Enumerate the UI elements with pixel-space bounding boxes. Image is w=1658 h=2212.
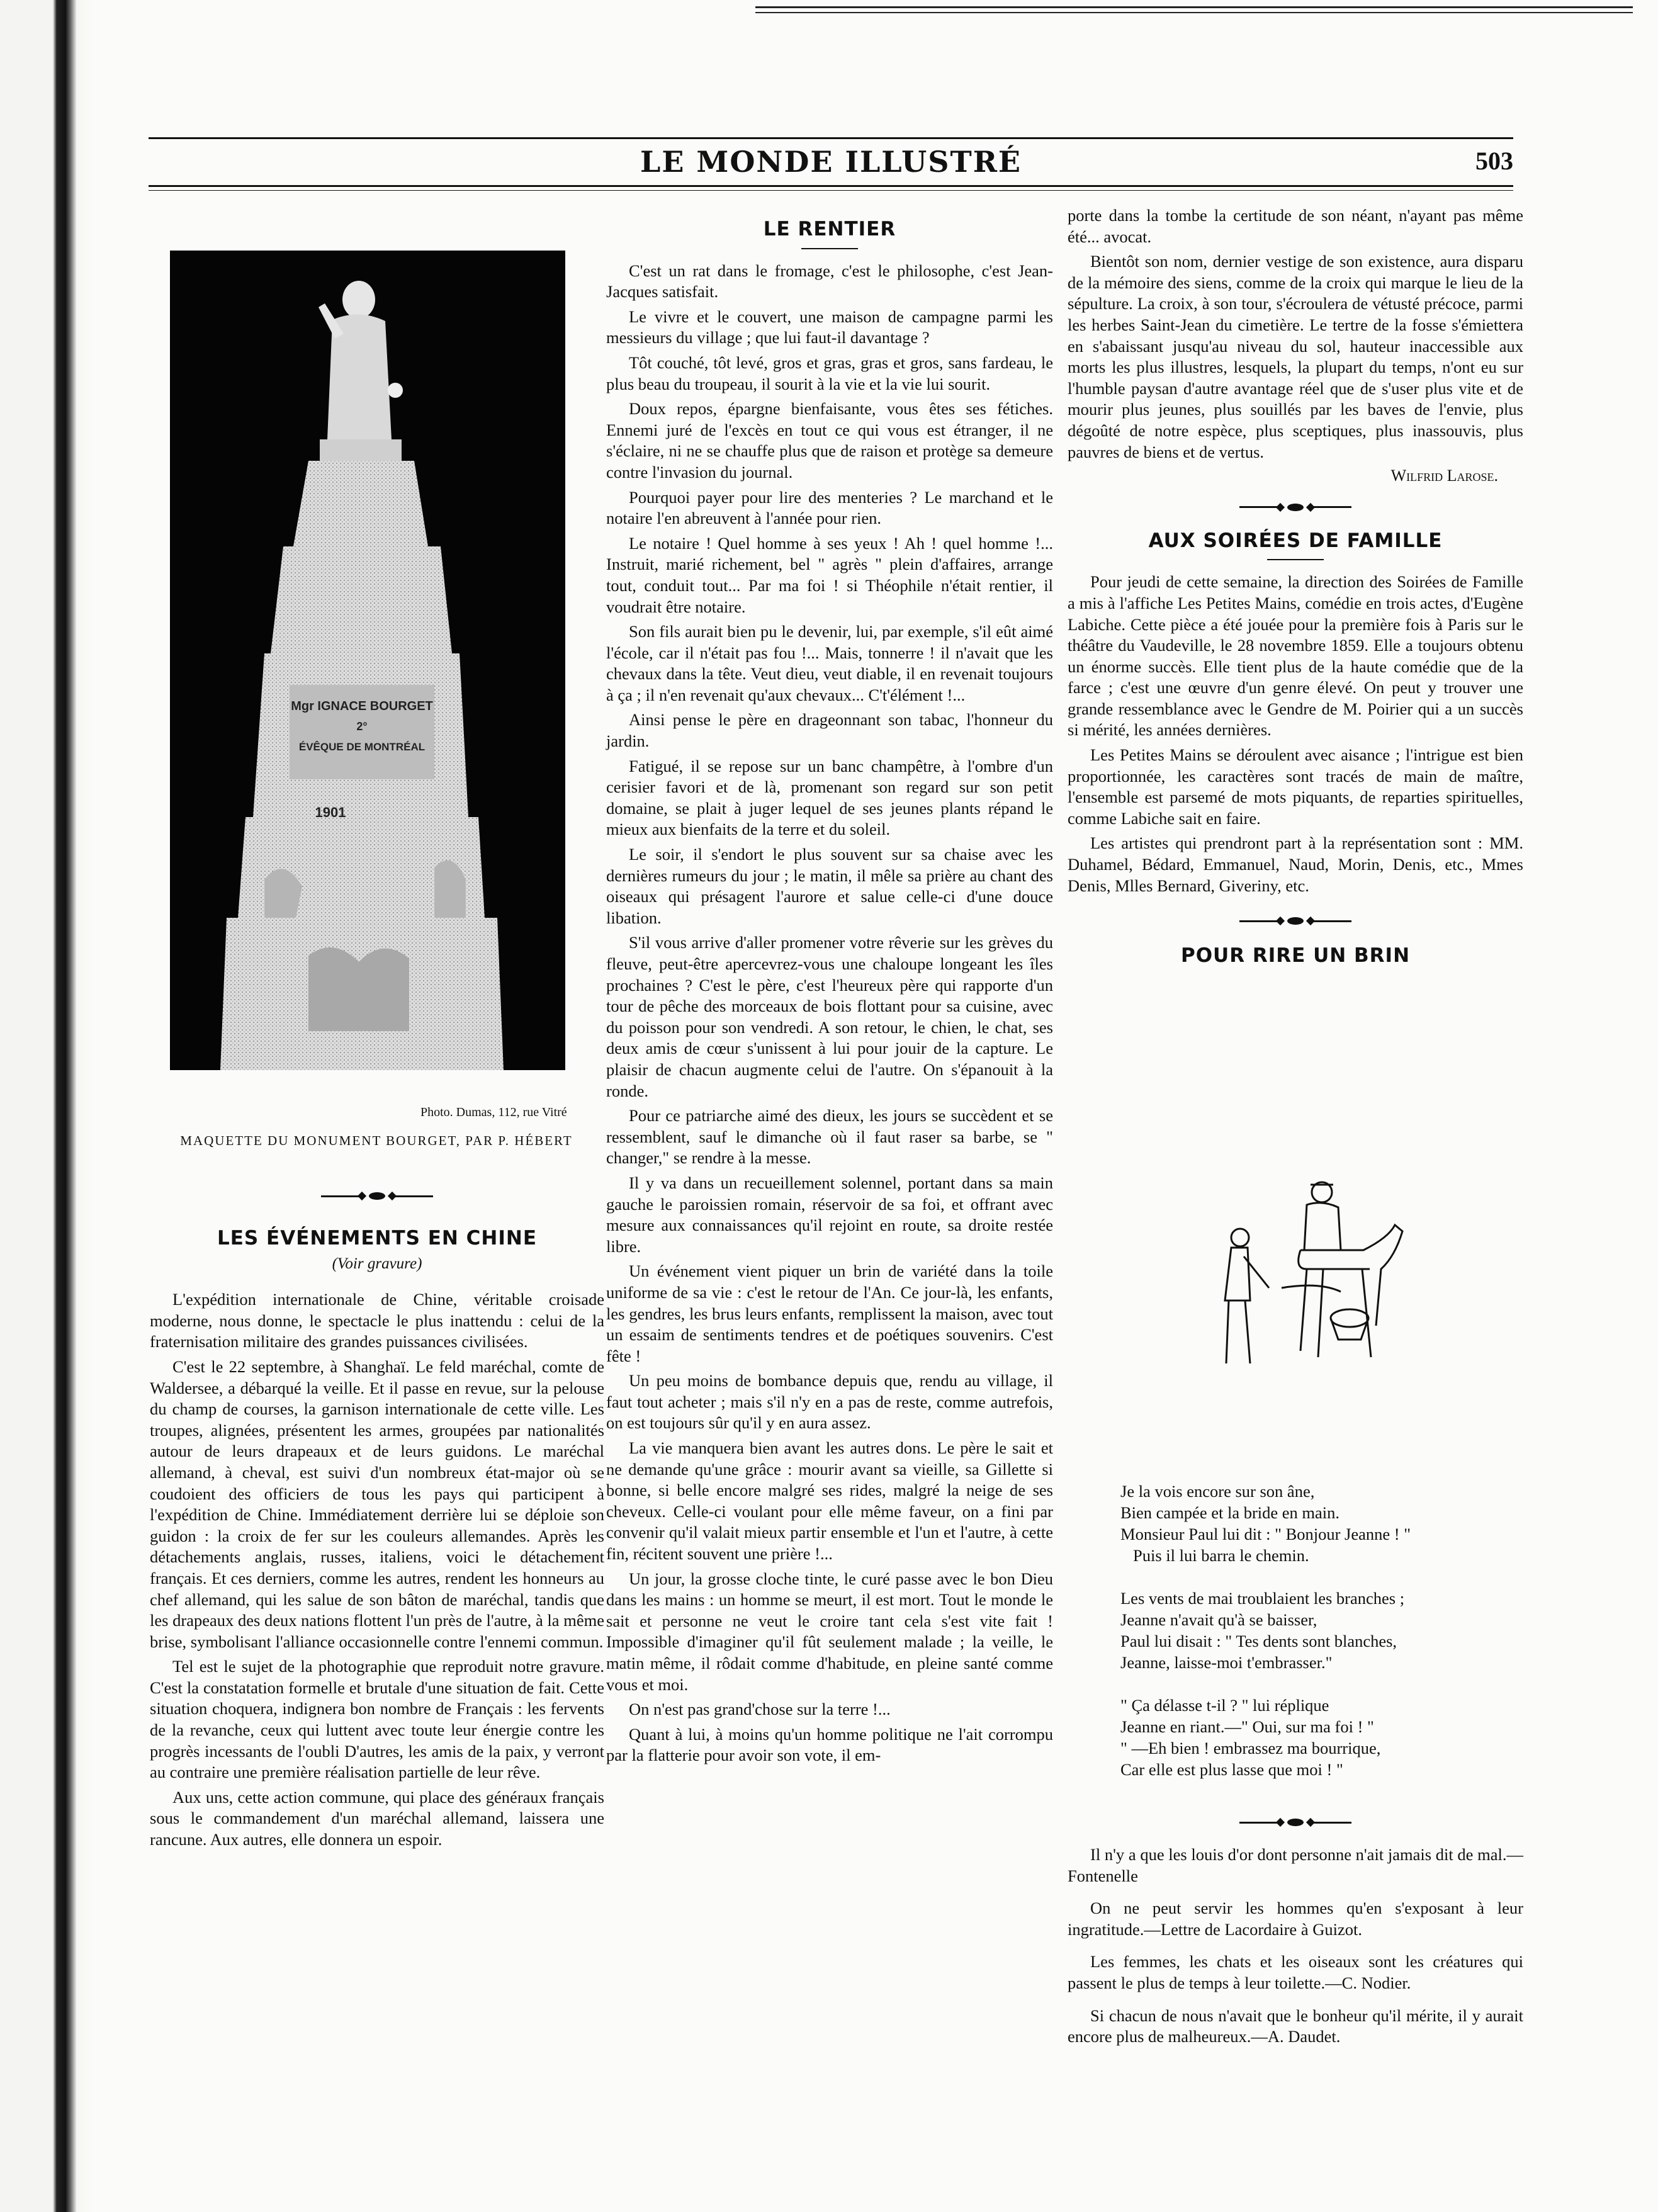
heading-rire: POUR RIRE UN BRIN — [1180, 944, 1411, 968]
poem-line: Jeanne n'avait qu'à se baisser, — [1120, 1610, 1317, 1629]
poem-line: Car elle est plus lasse que moi ! " — [1120, 1760, 1343, 1779]
inscription-title: ÉVÊQUE DE MONTRÉAL — [298, 741, 426, 753]
poem-line: Les vents de mai troublaient les branches ; — [1120, 1589, 1405, 1608]
heading-evenements: LES ÉVÉNEMENTS EN CHINE — [217, 1227, 537, 1250]
paragraph: Doux repos, épargne bienfaisante, vous êtes ses fétiches. Ennemi juré de l'excès en tout ce qui vous est étranger, il ne s'éclaire, ni ne se chauffe plus que de raison et protège sa demeure contre l'invasion du journal. — [606, 399, 1053, 482]
photo-credit: Photo. Dumas, 112, rue Vitré — [420, 1105, 567, 1119]
poem-line: Puis il lui barra le chemin. — [1133, 1546, 1309, 1565]
maxims — [1068, 1813, 1523, 2048]
ornament-divider — [1068, 498, 1523, 517]
monument-photo — [170, 251, 565, 1070]
paragraph: S'il vous arrive d'aller promener votre rêverie sur les grèves du fleuve, peut-être apercevrez-vous une chaloupe longeant les îles prochaines ? C'est le père, c'est l'heureux père qui rapporte d'un tour de pêche des morceaux de bois flottant pour sa cuisine, avec du poisson pour son vendredi. A son retour, le chien, le chat, ses deux amis de cœur s'unissent à lui pour jouir de la capture. Le plaisir de chacun augmente celui de l'autre. On s'épanouit à la ronde. — [606, 933, 1053, 1100]
maxim: Il n'y a que les louis d'or dont personne n'ait jamais dit de mal.—Fontenelle — [1068, 1845, 1523, 1885]
masthead-rule-top — [149, 137, 1513, 139]
paragraph: Pour ce patriarche aimé des dieux, les jours se succèdent et se ressemblent, sauf le dimanche où il faut raser sa barbe, se " changer," se rendre à la messe. — [606, 1106, 1053, 1168]
page-title: LE MONDE ILLUSTRÉ — [640, 145, 1022, 179]
poem-line: " —Eh bien ! embrassez ma bourrique, — [1120, 1739, 1381, 1758]
paragraph: Aux uns, cette action commune, qui place des généraux français sous le commandement d'un maréchal allemand, laissera une rancune. Aux autres, elle donnera un espoir. — [150, 1787, 604, 1849]
paragraph: Ainsi pense le père en drageonnant son tabac, l'honneur du jardin. — [606, 710, 1053, 751]
paragraph: Pour jeudi de cette semaine, la direction des Soirées de Famille a mis à l'affiche Les Petites Mains, comédie en trois actes, d'Eugène Labiche. Cette pièce a été jouée pour la première fois à Paris sur le théâtre du Vaudeville, le 28 novembre 1859. Elle a toujours obtenu un énorme succès. Elle tient plus de la haute comédie que de la farce ; c'est une œuvre d'un genre élevé. On peut y trouver une grande ressemblance avec le Gendre de M. Poirier qui a un succès si mérité, les années dernières. — [1068, 572, 1523, 740]
column-right — [1068, 205, 1523, 967]
maxim: Les femmes, les chats et les oiseaux sont les créatures qui passent le plus de temps à leur toilette.—C. Nodier. — [1068, 1952, 1523, 1992]
paragraph: Son fils aurait bien pu le devenir, lui, par exemple, s'il eût aimé l'école, car il n'était pas fou !... Mais, tonnerre ! il n'avait que les chevaux dans la tête. Veut dieu, veut diable, il en revenait toujours à ça ; il n'en revenait qu'aux chevaux... C't'élément !... — [606, 622, 1053, 704]
paragraph: Le vivre et le couvert, une maison de campagne parmi les messieurs du village ; que lui faut-il davantage ? — [606, 307, 1053, 347]
article-evenements — [150, 1187, 604, 1851]
poem-line: Jeanne en riant.—" Oui, sur ma foi ! " — [1120, 1717, 1374, 1736]
poem-line: Jeanne, laisse-moi t'embrasser." — [1120, 1653, 1333, 1672]
heading-rentier: LE RENTIER — [763, 218, 896, 240]
signature-rentier: Wilfrid Larose. — [1390, 466, 1498, 485]
inscription-ordinal: 2° — [356, 720, 368, 733]
paragraph: C'est le 22 septembre, à Shanghaï. Le feld maréchal, comte de Waldersee, a débarqué la veille. Et il passe en revue, sur la pelouse du champ de courses, la garnison internationale de cette ville. Les troupes, alignées, présentent les armes, groupées par nationalités autour de leurs drapeaux et de leurs guidons. Le maréchal allemand, à cheval, est suivi d'un nombreux état-major où se coudoient des officiers de tous les pays qui participent à l'expédition de Chine. Immédiatement derrière lui se déploie son guidon : la croix de fer sur les couleurs allemandes. Après les détachements anglais, russes, italiens, voici le détachement français. Et ces derniers, comme les autres, rendent les honneurs au chef allemand, qui les salue de son bâton de maréchal, tandis que les drapeaux des deux nations flottent l'un près de l'autre, à la même brise, symbolisant l'alliance occasionnelle contre l'ennemi commun. — [150, 1357, 604, 1651]
paragraph: La vie manquera bien avant les autres dons. Le père le sait et ne demande qu'une grâce : mourir avant sa vieille, sa Gillette si bonne, si belle encore malgré ses rides, malgré la neige de ses cheveux. Celle-ci voulant pour elle même faveur, on a fini par convenir qu'il valait mieux partir ensemble et l'un et l'autre, à cette fin, récitent souvent une prière !... — [606, 1438, 1053, 1564]
inscription-year: 1901 — [315, 804, 346, 820]
monument-illustration — [170, 251, 565, 1070]
book-binding-shadow — [0, 0, 94, 2212]
poem-line: " Ça délasse t-il ? " lui réplique — [1120, 1696, 1329, 1715]
paragraph: Un événement vient piquer un brin de variété dans la toile uniforme de sa vie : c'est le retour de l'An. Ce jour-là, les enfants, les gendres, les brus leurs enfants, remplissent la maison, avec tout un essaim de sentiments tendres et de poétiques souvenirs. C'est fête ! — [606, 1261, 1053, 1365]
poem — [1120, 1481, 1411, 1780]
paragraph: Les artistes qui prendront part à la représentation sont : MM. Duhamel, Bédard, Emmanuel, Naud, Morin, Denis, etc., Mmes Denis, Mlles Bernard, Giveriny, etc. — [1068, 833, 1523, 895]
paragraph: Il y va dans un recueillement solennel, portant dans sa main gauche le paroissien romain, réservoir de sa foi, et offrant avec mesure aux connaissances qu'il rejoint en route, sa droite restée libre. — [606, 1173, 1053, 1256]
heading-rule — [1267, 559, 1324, 560]
paragraph: L'expédition internationale de Chine, véritable croisade moderne, nous donne, le spectacle le plus inattendu : celui de la fraternisation militaire des grandes puissances civilisées. — [150, 1290, 604, 1351]
poem-line: Monsieur Paul lui dit : " Bonjour Jeanne ! " — [1120, 1525, 1411, 1543]
page-number: 503 — [1475, 147, 1513, 175]
poem-line: Paul lui disait : " Tes dents sont blanches, — [1120, 1632, 1397, 1651]
paragraph: On n'est pas grand'chose sur la terre !... — [629, 1700, 891, 1719]
paragraph: Le soir, il s'endort le plus souvent sur sa chaise avec les dernières rumeurs du jour ; le matin, il mêle sa prière au chant des oiseaux qui présagent l'aurore et salue celle-ci d'une douce libation. — [606, 845, 1053, 927]
paragraph: Un jour, la grosse cloche tinte, le curé passe avec le bon Dieu dans les mains : un homme se meurt, il est mort. Tout le monde le sait et personne ne veut le croire tant cela s'est vite fait ! Impossible d'imaginer qu'il fût seulement malade ; la veille, le matin même, il rôdait comme d'habitude, en pleine santé comme vous et moi. — [606, 1569, 1053, 1694]
maxim: On ne peut servir les hommes qu'en s'exposant à leur ingratitude.—Lettre de Lacordaire à Guizot. — [1068, 1899, 1523, 1939]
paragraph: Pourquoi payer pour lire des menteries ? Le marchand et le notaire l'en abreuvent à l'année pour rien. — [606, 487, 1053, 528]
subtitle-evenements: (Voir gravure) — [332, 1255, 422, 1272]
paragraph: Tel est le sujet de la photographie que reproduit notre gravure. C'est la constatation formelle et brutale d'une situation de fait. Cette situation choquera, indignera bon nombre de Français : les fervents de la revanche, ceux qui luttent avec toute leur énergie contre les progrès incessants de l'oubli D'autres, les amis de la paix, y verront au contraire une première réalisation partielle de leur rêve. — [150, 1657, 604, 1782]
paragraph: Un peu moins de bombance depuis que, rendu au village, il faut tout acheter ; mais s'il n'y en a pas de reste, comme autrefois, on est toujours sûr qu'il y en aura assez. — [606, 1371, 1053, 1433]
masthead-rule-thin — [149, 190, 1513, 191]
paragraph: Quant à lui, à moins qu'un homme politique ne l'ait corrompu par la flatterie pour avoir son vote, il em- — [606, 1724, 1053, 1765]
ornament-divider — [150, 1187, 604, 1205]
masthead — [149, 137, 1513, 188]
poem-line: Bien campée et la bride en main. — [1120, 1503, 1340, 1522]
paragraph: Tôt couché, tôt levé, gros et gras, gras et gros, sans fardeau, le plus beau du troupeau, il sourit à la vie et la vie lui sourit. — [606, 353, 1053, 393]
paragraph: Bientôt son nom, dernier vestige de son existence, aura disparu de la mémoire des siens, comme de la croix qui marque le lieu de la sépulture. La croix, à son tour, s'écroulera de vétusté précoce, parmi les herbes Saint-Jean du cimetière. Le tertre de la fosse s'émiettera en s'abaissant jusqu'au niveau du sol, hauteur inaccessible aux morts les plus illustres, lesquels, la plupart du temps, n'ont eu sur l'humble paysan d'autre avantage réel que de s'user plus vite et de mourir plus jeunes, plus souillés par les baves de l'envie, plus dégoûté de notre espèce, plus sceptiques, plus inassouvis, plus pauvres de biens et de vertus. — [1068, 252, 1523, 461]
ornament-divider — [1068, 1813, 1523, 1832]
paragraph: Le notaire ! Quel homme à ses yeux ! Ah ! quel homme !... Instruit, marié richement, bel " agrès " plein d'affaires, arrange tout, conduit tout... Par ma foi ! si Théophile n'était rentier, il voudrait être notaire. — [606, 533, 1053, 616]
paragraph: Fatigué, il se repose sur un banc champêtre, à l'ombre d'un cerisier favori et de là, promenant son regard sur son petit domaine, se plait à juger lequel de ses jeunes plants répand le mieux aux bienfaits de la terre et du soleil. — [606, 756, 1053, 839]
paragraph-continuation: porte dans la tombe la certitude de son néant, n'ayant pas même été... avocat. — [1068, 206, 1523, 246]
inscription-name: Mgr IGNACE BOURGET — [291, 699, 433, 713]
poem-line: Je la vois encore sur son âne, — [1120, 1482, 1315, 1501]
heading-soirees: AUX SOIRÉES DE FAMILLE — [1148, 529, 1443, 552]
donkey-sketch — [1206, 1175, 1414, 1408]
top-rule — [755, 6, 1633, 13]
maxim: Si chacun de nous n'avait que le bonheur qu'il mérite, il y aurait encore plus de malheureux.—A. Daudet. — [1068, 2006, 1523, 2046]
photo-caption: MAQUETTE DU MONUMENT BOURGET, PAR P. HÉBERT — [180, 1133, 573, 1148]
paragraph: Les Petites Mains se déroulent avec aisance ; l'intrigue est bien proportionnée, les caractères sont tracés de main de maître, l'ensemble est parsemé de mots piquants, de reparties spirituelles, comme Labiche sait en faire. — [1068, 745, 1523, 828]
heading-rule — [801, 248, 858, 249]
paragraph: C'est un rat dans le fromage, c'est le philosophe, c'est Jean-Jacques satisfait. — [606, 261, 1053, 302]
article-rentier — [606, 219, 1053, 1766]
masthead-rule-bottom — [149, 185, 1513, 187]
ornament-divider — [1068, 911, 1523, 930]
